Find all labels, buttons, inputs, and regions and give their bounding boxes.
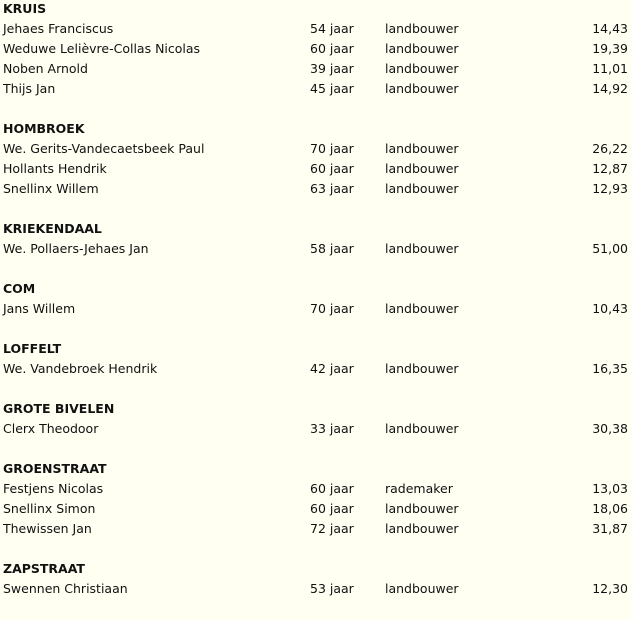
value-cell: 18,06 <box>592 501 628 516</box>
occupation-cell: landbouwer <box>385 181 459 196</box>
age-cell: 70 jaar <box>310 141 354 156</box>
age-cell: 60 jaar <box>310 481 354 496</box>
section-heading: LOFFELT <box>3 341 62 356</box>
age-cell: 33 jaar <box>310 421 354 436</box>
value-cell: 51,00 <box>592 241 628 256</box>
table-row <box>0 20 632 40</box>
occupation-cell: landbouwer <box>385 521 459 536</box>
table-row <box>0 300 632 320</box>
age-cell: 60 jaar <box>310 161 354 176</box>
age-cell: 54 jaar <box>310 21 354 36</box>
table-row <box>0 80 632 100</box>
table-row <box>0 360 632 380</box>
name-cell: Festjens Nicolas <box>3 481 104 496</box>
section-heading: ZAPSTRAAT <box>3 561 85 576</box>
name-cell: Noben Arnold <box>3 61 88 76</box>
table-row <box>0 240 632 260</box>
occupation-cell: landbouwer <box>385 81 459 96</box>
section-heading: COM <box>3 281 36 296</box>
table-row <box>0 40 632 60</box>
section-heading: GROENSTRAAT <box>3 461 107 476</box>
name-cell: Snellinx Willem <box>3 181 99 196</box>
occupation-cell: landbouwer <box>385 21 459 36</box>
section-kriekendaal <box>0 220 632 260</box>
value-cell: 19,39 <box>592 41 628 56</box>
occupation-cell: landbouwer <box>385 141 459 156</box>
table-row <box>0 160 632 180</box>
section-heading: KRUIS <box>3 1 47 16</box>
age-cell: 45 jaar <box>310 81 354 96</box>
table-row <box>0 480 632 500</box>
age-cell: 60 jaar <box>310 41 354 56</box>
section-hombroek <box>0 120 632 200</box>
occupation-cell: landbouwer <box>385 241 459 256</box>
age-cell: 39 jaar <box>310 61 354 76</box>
occupation-cell: landbouwer <box>385 301 459 316</box>
table-row <box>0 60 632 80</box>
name-cell: Hollants Hendrik <box>3 161 107 176</box>
name-cell: Clerx Theodoor <box>3 421 99 436</box>
name-cell: We. Gerits-Vandecaetsbeek Paul <box>3 141 205 156</box>
name-cell: Weduwe Lelièvre-Collas Nicolas <box>3 41 201 56</box>
value-cell: 11,01 <box>592 61 628 76</box>
value-cell: 30,38 <box>592 421 628 436</box>
section-grote-bivelen <box>0 400 632 440</box>
section-heading: GROTE BIVELEN <box>3 401 115 416</box>
table-row <box>0 580 632 600</box>
value-cell: 26,22 <box>592 141 628 156</box>
occupation-cell: landbouwer <box>385 61 459 76</box>
name-cell: Thewissen Jan <box>3 521 92 536</box>
name-cell: Thijs Jan <box>3 81 56 96</box>
section-heading: KRIEKENDAAL <box>3 221 102 236</box>
section-groenstraat <box>0 460 632 540</box>
table-row <box>0 180 632 200</box>
occupation-cell: landbouwer <box>385 501 459 516</box>
name-cell: Snellinx Simon <box>3 501 96 516</box>
value-cell: 14,92 <box>592 81 628 96</box>
table-row <box>0 140 632 160</box>
section-com <box>0 280 632 320</box>
occupation-cell: landbouwer <box>385 361 459 376</box>
section-heading: HOMBROEK <box>3 121 85 136</box>
age-cell: 63 jaar <box>310 181 354 196</box>
occupation-cell: landbouwer <box>385 421 459 436</box>
age-cell: 72 jaar <box>310 521 354 536</box>
age-cell: 58 jaar <box>310 241 354 256</box>
value-cell: 31,87 <box>592 521 628 536</box>
occupation-cell: rademaker <box>385 481 453 496</box>
table-row <box>0 500 632 520</box>
value-cell: 16,35 <box>592 361 628 376</box>
age-cell: 42 jaar <box>310 361 354 376</box>
section-zapstraat <box>0 560 632 600</box>
name-cell: We. Vandebroek Hendrik <box>3 361 158 376</box>
name-cell: Swennen Christiaan <box>3 581 128 596</box>
value-cell: 12,87 <box>592 161 628 176</box>
name-cell: We. Pollaers-Jehaes Jan <box>3 241 149 256</box>
occupation-cell: landbouwer <box>385 41 459 56</box>
age-cell: 60 jaar <box>310 501 354 516</box>
section-loffelt <box>0 340 632 380</box>
occupation-cell: landbouwer <box>385 581 459 596</box>
value-cell: 12,93 <box>592 181 628 196</box>
value-cell: 10,43 <box>592 301 628 316</box>
table-row <box>0 420 632 440</box>
age-cell: 53 jaar <box>310 581 354 596</box>
value-cell: 13,03 <box>592 481 628 496</box>
name-cell: Jehaes Franciscus <box>3 21 114 36</box>
age-cell: 70 jaar <box>310 301 354 316</box>
occupation-cell: landbouwer <box>385 161 459 176</box>
name-cell: Jans Willem <box>3 301 76 316</box>
value-cell: 14,43 <box>592 21 628 36</box>
table-row <box>0 520 632 540</box>
value-cell: 12,30 <box>592 581 628 596</box>
section-kruis <box>0 0 632 100</box>
